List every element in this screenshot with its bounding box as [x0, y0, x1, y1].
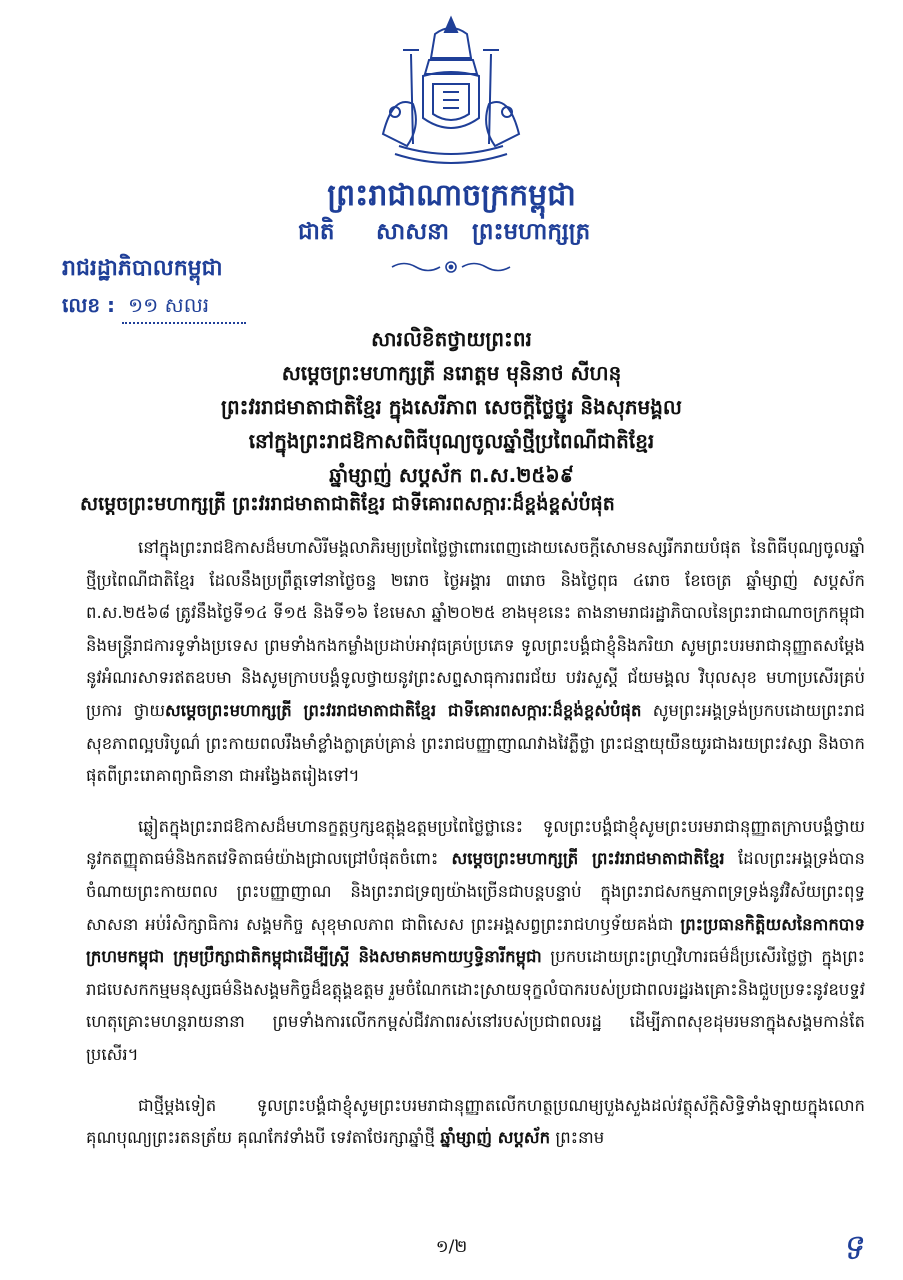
- title-line: ឆ្នាំម្សាញ់ សប្តស័ក ព.ស.២៥៦៩: [329, 463, 574, 487]
- kingdom-name: ព្រះរាជាណាចក្រកម្ពុជា: [327, 178, 576, 213]
- number-label: លេខ :: [62, 293, 116, 317]
- motto-nation: ជាតិ: [298, 219, 335, 245]
- title-line: ព្រះវររាជមាតាជាតិខ្មែរ ក្នុងសេរីភាព សេចក្ដីថ្លៃថ្នូរ និងសុភមង្គល: [221, 395, 682, 419]
- page-number: ១/២: [435, 1237, 468, 1257]
- title-line: សម្ដេចព្រះមហាក្សត្រី នរោត្ដម មុនិនាថ សីហនុ: [281, 361, 622, 385]
- title-block: [60, 322, 843, 492]
- paragraph-text: ព្រះនាម: [550, 1128, 605, 1148]
- paragraph-text: សូមព្រះអង្គទ្រង់ប្រកបដោយព្រះរាជសុខភាពល្អបរិបូណ៌ ព្រះកាយពលរឹងមាំខ្លាំងក្លាគ្រប់គ្រាន់ ព្រះរាជបញ្ញាញាណវាងវៃភ្លឺថ្លា ព្រះជន្មាយុយឺនយូរជាងរយព្រះវស្សា និងចាកផុតពីព្រះរោគាព្យាធិនានា ជាអង្វែងតរៀងទៅ។: [86, 700, 865, 786]
- paragraph-bold-text: សម្ដេចព្រះមហាក្សត្រី ព្រះវររាជមាតាជាតិខ្មែរ ជាទីគោរពសក្ការៈដ៏ខ្ពង់ខ្ពស់បំផុត: [165, 700, 642, 720]
- title-line: សារលិខិតថ្វាយព្រះពរ: [371, 327, 532, 351]
- paragraph-bold-text: សម្ដេចព្រះមហាក្សត្រី ព្រះវររាជមាតាជាតិខ្មែរ: [451, 849, 725, 869]
- salutation: សម្ដេចព្រះមហាក្សត្រី ព្រះវររាជមាតាជាតិខ្មែរ ជាទីគោរពសក្ការៈដ៏ខ្ពង់ខ្ពស់បំផុត: [80, 493, 615, 515]
- ornament-divider-icon: [388, 258, 514, 276]
- paragraph-bold-text: ឆ្នាំម្សាញ់ សប្តស័ក: [440, 1128, 551, 1148]
- government-name: រាជរដ្ឋាភិបាលកម្ពុជា: [62, 256, 223, 281]
- motto-religion: សាសនា: [376, 219, 449, 245]
- number-value: ១១ សលរ: [122, 292, 246, 324]
- motto-king: ព្រះមហាក្សត្រ: [472, 219, 591, 245]
- document-number: [62, 292, 246, 324]
- royal-emblem-icon: [373, 14, 529, 170]
- paragraph-3: [86, 1090, 865, 1155]
- paragraph-text: ជាថ្មីម្ដងទៀត ទូលព្រះបង្គំជាខ្ញុំសូមព្រះបរមរាជានុញ្ញាតលើកហត្ថប្រណម្យបួងសួងដល់វត្ថុស័ក្ដិសិទ្ធិទាំងឡាយក្នុងលោក គុណបុណ្យព្រះរតនត្រ័យ គុណកែវទាំងបី ទេវតាថែរក្សាឆ្នាំថ្មី: [86, 1095, 865, 1148]
- paragraph-text: នៅក្នុងព្រះរាជឱកាសដ៏មហាសិរីមង្គលាភិរម្យប្រពៃថ្លៃថ្លាពោរពេញដោយសេចក្ដីសោមនស្សរីករាយបំផុត នៃពិធីបុណ្យចូលឆ្នាំថ្មីប្រពៃណីជាតិខ្មែរ ដែលនឹងប្រព្រឹត្តទៅនាថ្ងៃចន្ទ ២រោច ថ្ងៃអង្គារ ៣រោច និងថ្ងៃពុធ ៤រោច ខែចេត្រ ឆ្នាំម្សាញ់ សប្តស័ក ព.ស.២៥៦៨ ត្រូវនឹងថ្ងៃទី១៤ ទី១៥ និងទី១៦ ខែមេសា ឆ្នាំ២០២៥ ខាងមុខនេះ តាងនាមរាជរដ្ឋាភិបាលនៃព្រះរាជាណាចក្រកម្ពុជា និងមន្ត្រីរាជការទូទាំងប្រទេស ព្រមទាំងកងកម្លាំងប្រដាប់អាវុធគ្រប់ប្រភេទ ទូលព្រះបង្គំជាខ្ញុំនិងភរិយា សូមព្រះបរមរាជានុញ្ញាតសម្ដែងនូវអំណរសាទរឥតឧបមា និងសូមក្រាបបង្គំទូលថ្វាយនូវព្រះសព្ទសាធុការពរជ័យ បវរសួស្ដី ជ័យមង្គល វិបុលសុខ មហាប្រសើរគ្រប់ប្រការ ថ្វាយ: [86, 538, 865, 720]
- letter-body: [86, 532, 865, 1173]
- paragraph-text: ឆ្លៀតក្នុងព្រះរាជឱកាសដ៏មហានក្ខត្តឫក្សឧត្ដុង្គឧត្ដមប្រពៃថ្លៃថ្លានេះ ទូលព្រះបង្គំជាខ្ញុំសូមព្រះបរមរាជានុញ្ញាតក្រាបបង្គំថ្វាយនូវកតញ្ញុតាធម៌និងកតវេទិតាធម៌យ៉ាងជ្រាលជ្រៅបំផុតចំពោះ: [86, 816, 865, 869]
- paragraph-2: [86, 811, 865, 1072]
- paragraph-text: ប្រកបដោយព្រះព្រហ្មវិហារធម៌ដ៏ប្រសើរថ្លៃថ្លា ក្នុងព្រះរាជបេសកកម្មមនុស្សធម៌និងសង្គមកិច្ចដ៏ឧត្ដុង្គឧត្ដម រួមចំណែកដោះស្រាយទុក្ខលំបាករបស់ប្រជាពលរដ្ឋរងគ្រោះនិងជួបប្រទះនូវឧបទ្ទវហេតុគ្រោះមហន្តរាយនានា ព្រមទាំងការលើកកម្ពស់ជីវភាពរស់នៅរបស់ប្រជាពលរដ្ឋ ដើម្បីភាពសុខដុមរមនាក្នុងសង្គមកាន់តែប្រសើរ។: [86, 947, 865, 1064]
- handwritten-mark: ទ: [838, 1226, 866, 1270]
- paragraph-bold-text: ព្រះប្រធានកិត្តិយសនៃកាកបាទក្រហមកម្ពុជា ក្រុមប្រឹក្សាជាតិកម្ពុជាដើម្បីស្ត្រី និងសមាគមកាយឫទ្ធិនារីកម្ពុជា: [86, 914, 865, 967]
- paragraph-text: ដែលព្រះអង្គទ្រង់បានចំណាយព្រះកាយពល ព្រះបញ្ញាញាណ និងព្រះរាជទ្រព្យយ៉ាងច្រើនជាបន្តបន្ទាប់ ក្នុងព្រះរាជសកម្មភាពទ្រទ្រង់នូវវិស័យព្រះពុទ្ធសាសនា អប់រំសិក្សាធិការ សង្គមកិច្ច សុខុមាលភាព ជាពិសេស ព្រះអង្គសព្វព្រះរាជហឫទ័យគង់ជា: [86, 849, 865, 934]
- paragraph-1: [86, 532, 865, 793]
- title-line: នៅក្នុងព្រះរាជឱកាសពិធីបុណ្យចូលឆ្នាំថ្មីប្រពៃណីជាតិខ្មែរ: [248, 429, 655, 453]
